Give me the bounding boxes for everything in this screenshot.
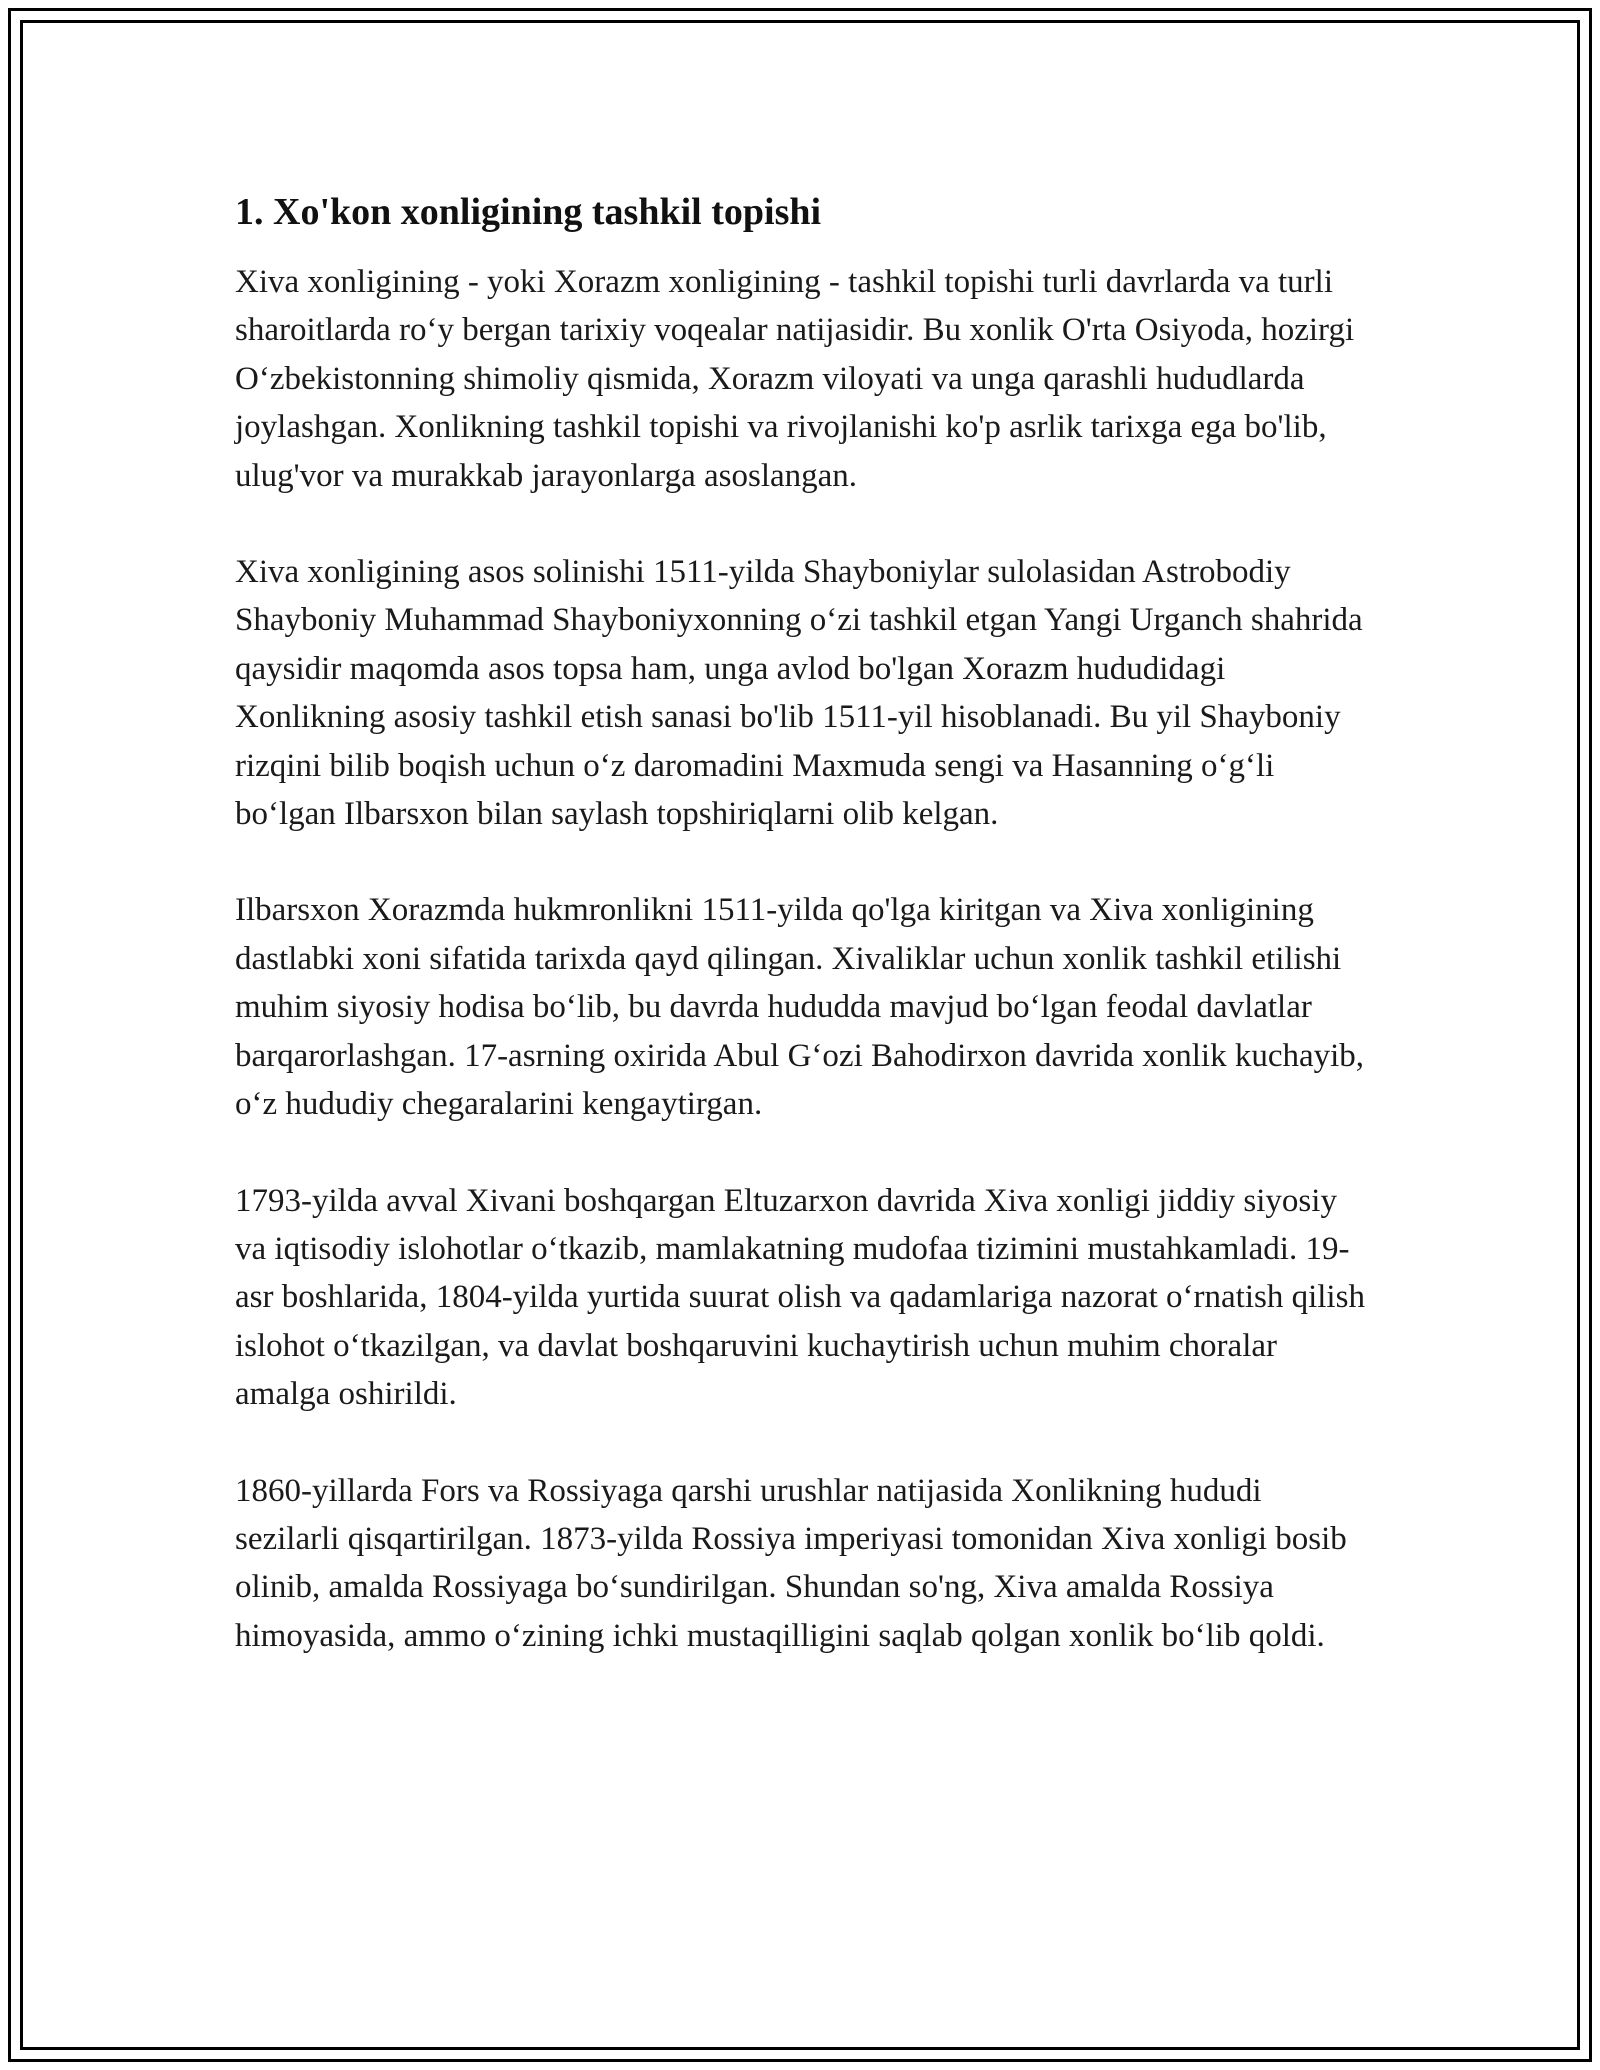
paragraph-4: 1793-yilda avval Xivani boshqargan Eltuzarxon davrida Xiva xonligi jiddiy siyosiy va iqtisodiy islohotlar o‘tkazib, mamlakatning mudofaa tizimini mustahkamladi. 19-asr boshlarida, 1804-yilda yurtida suurat olish va qadamlariga nazorat o‘rnatish qilish islohot o‘tkazilgan, va davlat boshqaruvini kuchaytirish uchun muhim choralar amalga oshirildi.: [235, 1182, 1365, 1413]
document-body: [235, 188, 1365, 1708]
paragraph-3: Ilbarsxon Xorazmda hukmronlikni 1511-yilda qo'lga kiritgan va Xiva xonligining dastlabki xoni sifatida tarixda qayd qilingan. Xivaliklar uchun xonlik tashkil etilishi muhim siyosiy hodisa bo‘lib, bu davrda hududda mavjud bo‘lgan feodal davlatlar barqarorlashgan. 17-asrning oxirida Abul G‘ozi Bahodirxon davrida xonlik kuchayib, o‘z hududiy chegaralarini kengaytirgan.: [235, 892, 1365, 1123]
paragraph-2: Xiva xonligining asos solinishi 1511-yilda Shayboniylar sulolasidan Astrobodiy Shayboniy Muhammad Shayboniyxonning o‘zi tashkil etgan Yangi Urganch shahrida qaysidir maqomda asos topsa ham, unga avlod bo'lgan Xorazm hududidagi Xonlikning asosiy tashkil etish sanasi bo'lib 1511-yil hisoblanadi. Bu yil Shayboniy rizqini bilib boqish uchun o‘z daromadini Maxmuda sengi va Hasanning o‘g‘li bo‘lgan Ilbarsxon bilan saylash topshiriqlarni olib kelgan.: [235, 554, 1363, 833]
paragraph-5: 1860-yillarda Fors va Rossiyaga qarshi urushlar natijasida Xonlikning hududi sezilarli qisqartirilgan. 1873-yilda Rossiya imperiyasi tomonidan Xiva xonligi bosib olinib, amalda Rossiyaga bo‘sundirilgan. Shundan so'ng, Xiva amalda Rossiya himoyasida, ammo o‘zining ichki mustaqilligini saqlab qolgan xonlik bo‘lib qoldi.: [235, 1472, 1347, 1654]
paragraph-1: Xiva xonligining - yoki Xorazm xonligining - tashkil topishi turli davrlarda va turli sharoitlarda ro‘y bergan tarixiy voqealar natijasidir. Bu xonlik O'rta Osiyoda, hozirgi O‘zbekistonning shimoliy qismida, Xorazm viloyati va unga qarashli hududlarda joylashgan. Xonlikning tashkil topishi va rivojlanishi ko'p asrlik tarixga ega bo'lib, ulug'vor va murakkab jarayonlarga asoslangan.: [235, 264, 1355, 494]
document-title: 1. Xo'kon xonligining tashkil topishi: [235, 191, 822, 233]
